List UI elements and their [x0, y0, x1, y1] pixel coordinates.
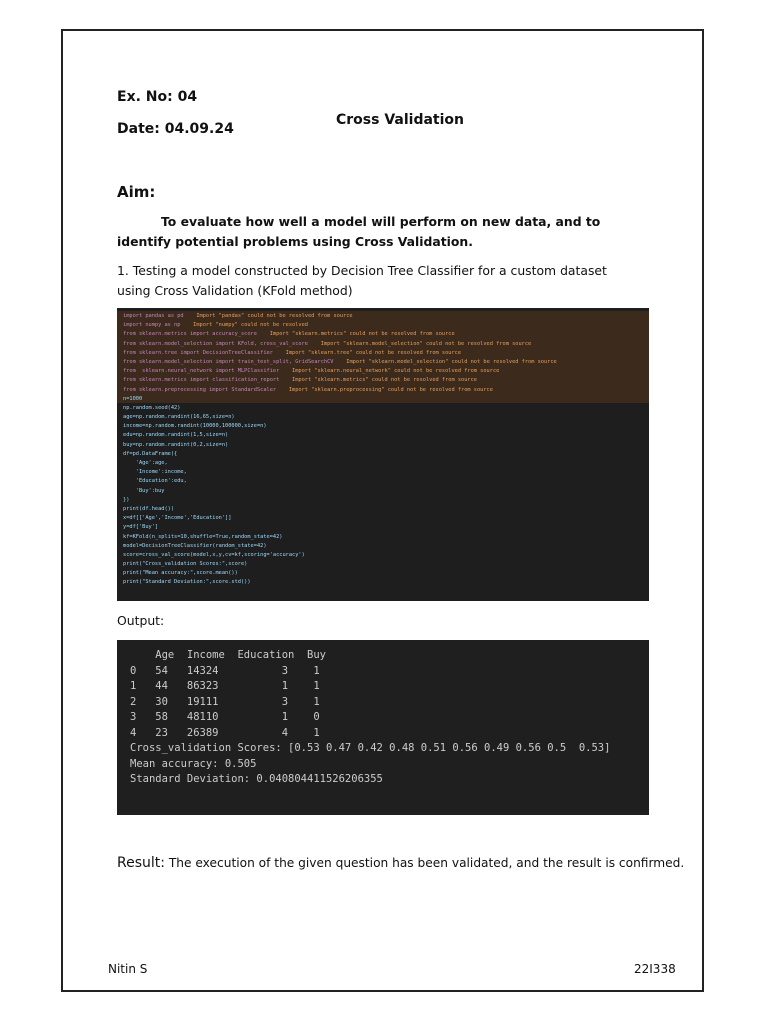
output-label: Output:	[117, 613, 165, 628]
code-line: })	[123, 496, 130, 503]
exercise-number: Ex. No: 04	[117, 89, 198, 105]
code-line: 'Buy':buy	[123, 487, 165, 494]
output-line: 4 23 26389 4 1	[130, 726, 320, 739]
code-line: print("Mean accuracy:",score.mean())	[123, 570, 238, 577]
footer-id: 22I338	[634, 962, 676, 976]
code-line: 'Age':age,	[123, 460, 168, 466]
code-line: from sklearn.neural_network import MLPClassifier Import "sklearn.neural_network" could not be resolved from source	[123, 368, 500, 375]
code-line: from sklearn.metrics import classification_report Import "sklearn.metrics" could not be resolved from source	[123, 377, 477, 384]
code-line: from sklearn.tree import DecisionTreeClassifier Import "sklearn.tree" could not be resolved from source	[123, 349, 462, 356]
result-label: Result:	[117, 855, 165, 871]
output-console	[117, 640, 649, 815]
code-line: 'Education':edu,	[123, 478, 187, 485]
code-line: x=df[['Age','Income','Education']]	[123, 515, 232, 522]
code-line: from sklearn.metrics import accuracy_score Import "sklearn.metrics" could not be resolved from source	[123, 331, 455, 338]
footer-name: Nitin S	[108, 962, 148, 976]
code-line: model=DecisionTreeClassifier(random_state=42)	[123, 542, 267, 549]
code-line: from sklearn.model_selection import train_test_split, GridSearchCV Import "sklearn.model_selection" could not be resolved from source	[123, 358, 557, 365]
code-line: buy=np.random.randint(0,2,size=n)	[123, 441, 229, 448]
page-title: Cross Validation	[336, 112, 464, 128]
code-line: from sklearn.model_selection import KFold, cross_val_score Import "sklearn.model_selection" could not be resolved from source	[123, 340, 532, 347]
output-line: Mean accuracy: 0.505	[130, 757, 257, 770]
code-line: np.random.seed(42)	[123, 404, 181, 411]
code-line: score=cross_val_score(model,x,y,cv=kf,scoring='accuracy')	[123, 551, 305, 558]
code-line: import numpy as np Import "numpy" could not be resolved	[123, 322, 308, 329]
output-text	[130, 648, 610, 788]
code-line: n=1000	[123, 395, 143, 402]
code-line: import pandas as pd Import "pandas" could not be resolved from source	[123, 313, 353, 319]
code-line: print(df.head())	[123, 505, 175, 512]
output-line: 2 30 19111 3 1	[130, 695, 320, 708]
output-line: 0 54 14324 3 1	[130, 664, 320, 677]
output-line: Age Income Education Buy	[130, 649, 326, 661]
code-line: from sklearn.preprocessing import StandardScaler Import "sklearn.preprocessing" could not be resolved from source	[123, 386, 493, 393]
output-line: 3 58 48110 1 0	[130, 711, 320, 723]
code-line: kf=KFold(n_splits=10,shuffle=True,random_state=42)	[123, 533, 283, 540]
code-line: income=np.random.randint(10000,100000,size=n)	[123, 423, 267, 430]
task-description: 1. Testing a model constructed by Decision Tree Classifier for a custom dataset using Cross Validation (KFold method)	[117, 263, 607, 298]
exercise-date: Date: 04.09.24	[117, 121, 234, 137]
code-line: print("Standard Deviation:",score.std())	[123, 579, 251, 586]
code-line: age=np.random.randint(16,65,size=n)	[123, 414, 235, 421]
output-line: Cross_validation Scores: [0.53 0.47 0.42 0.48 0.51 0.56 0.49 0.56 0.5 0.53]	[130, 742, 611, 754]
code-line: print("Cross_validation Scores:",score)	[123, 561, 248, 568]
aim-heading: Aim:	[117, 183, 156, 201]
result-section	[117, 855, 684, 871]
code-screenshot	[117, 308, 649, 601]
aim-text: To evaluate how well a model will perform on new data, and to identify potential problems using Cross Validation.	[117, 214, 601, 249]
code-line: y=df['Buy']	[123, 524, 159, 531]
code-listing	[123, 312, 557, 588]
code-line: edu=np.random.randint(1,5,size=n)	[123, 432, 229, 439]
code-line: 'Income':income,	[123, 469, 187, 476]
result-text: The execution of the given question has been validated, and the result is confirmed.	[164, 856, 685, 870]
code-line: df=pd.DataFrame({	[123, 450, 178, 457]
output-line: Standard Deviation: 0.040804411526206355	[130, 773, 383, 785]
output-line: 1 44 86323 1 1	[130, 680, 320, 692]
